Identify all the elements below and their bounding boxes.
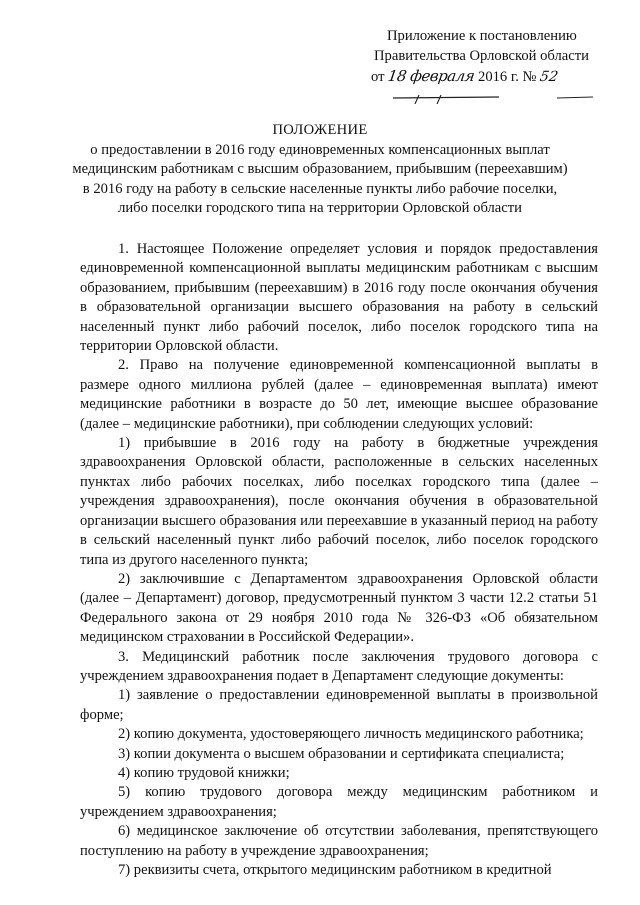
document-title (70, 121, 570, 219)
paragraph-3-item-5: 5) копию трудового договора между медицинским работником и учреждением здравоохранения; (80, 784, 598, 820)
paragraph-3-item-7: 7) реквизиты счета, открытого медицинским работником в кредитной (118, 862, 552, 878)
appendix-line-2: Правительства Орловской области (374, 48, 589, 64)
paragraph-3-item-4: 4) копию трудовой книжки; (118, 764, 290, 781)
title-subtitle: о предоставлении в 2016 году единовременных компенсационных выплат медицинским работникам с высшим образованием, прибывшим (переехавшим) в 2016 году на работу в сельские населенные пункты либо рабочие поселки, либо поселки городского типа на территории Орловской области (72, 141, 568, 216)
paragraph-3-item-3: 3) копии документа о высшем образовании и сертификата специалиста; (118, 745, 565, 762)
paragraph-2-item-1: 1) прибывшие в 2016 году на работу в бюджетные учреждения здравоохранения Орловской области, расположенные в сельских населенных пунктах либо рабочих поселках, либо поселках городского типа (далее – учреждения здравоохранения), после окончания обучения в образовательной организации высшего образования или переехавшие в указанный период на работу в сельский населенный пункт либо рабочий поселок, либо поселок городского типа из другого населенного пункта; (80, 435, 598, 568)
appendix-line-3 (371, 66, 611, 87)
paragraph-3-item-2: 2) копию документа, удостоверяющего личность медицинского работника; (118, 726, 584, 743)
handwritten-number: 52 (538, 69, 560, 85)
appendix-header (371, 26, 611, 87)
appendix-from: от (371, 69, 385, 85)
paragraph-1: 1. Настоящее Положение определяет условия и порядок предоставления единовременной компенсационной выплаты медицинским работникам с высшим образованием, прибывшим (переехавшим) в 2016 году после окончания обучения в образовательной организации высшего образования на работу в сельский населенный пункт либо рабочий поселок, либо поселок городского типа на территории Орловской области. (80, 241, 598, 355)
appendix-year: 2016 г. № (478, 69, 537, 85)
paragraph-3-item-1: 1) заявление о предоставлении единовременной выплаты в произвольной форме; (80, 687, 598, 723)
handwritten-date: 18 февраля (386, 67, 476, 85)
paragraph-2-item-2: 2) заключившие с Департаментом здравоохранения Орловской области (далее – Департамент) договор, предусмотренный пунктом 3 части 12.2 статьи 51 Федерального закона от 29 ноября 2010 года № 326-ФЗ «Об обязательном медицинском страховании в Российской Федерации». (80, 570, 598, 646)
paragraph-3-item-6: 6) медицинское заключение об отсутствии заболевания, препятствующего поступлению на работу в учреждение здравоохранения; (80, 823, 598, 859)
title-heading: ПОЛОЖЕНИЕ (272, 122, 368, 138)
paragraph-2: 2. Право на получение единовременной компенсационной выплаты в размере одного миллиона рублей (далее – единовременная выплата) имеют медицинские работники в возрасте до 50 лет, имеющие высшее образование (далее – медицинские работники), при соблюдении следующих условий: (80, 357, 598, 432)
appendix-line-1: Приложение к постановлению (387, 28, 577, 44)
paragraph-3: 3. Медицинский работник после заключения трудового договора с учреждением здравоохранения подает в Департамент следующие документы: (80, 648, 598, 684)
document-body (80, 240, 598, 880)
